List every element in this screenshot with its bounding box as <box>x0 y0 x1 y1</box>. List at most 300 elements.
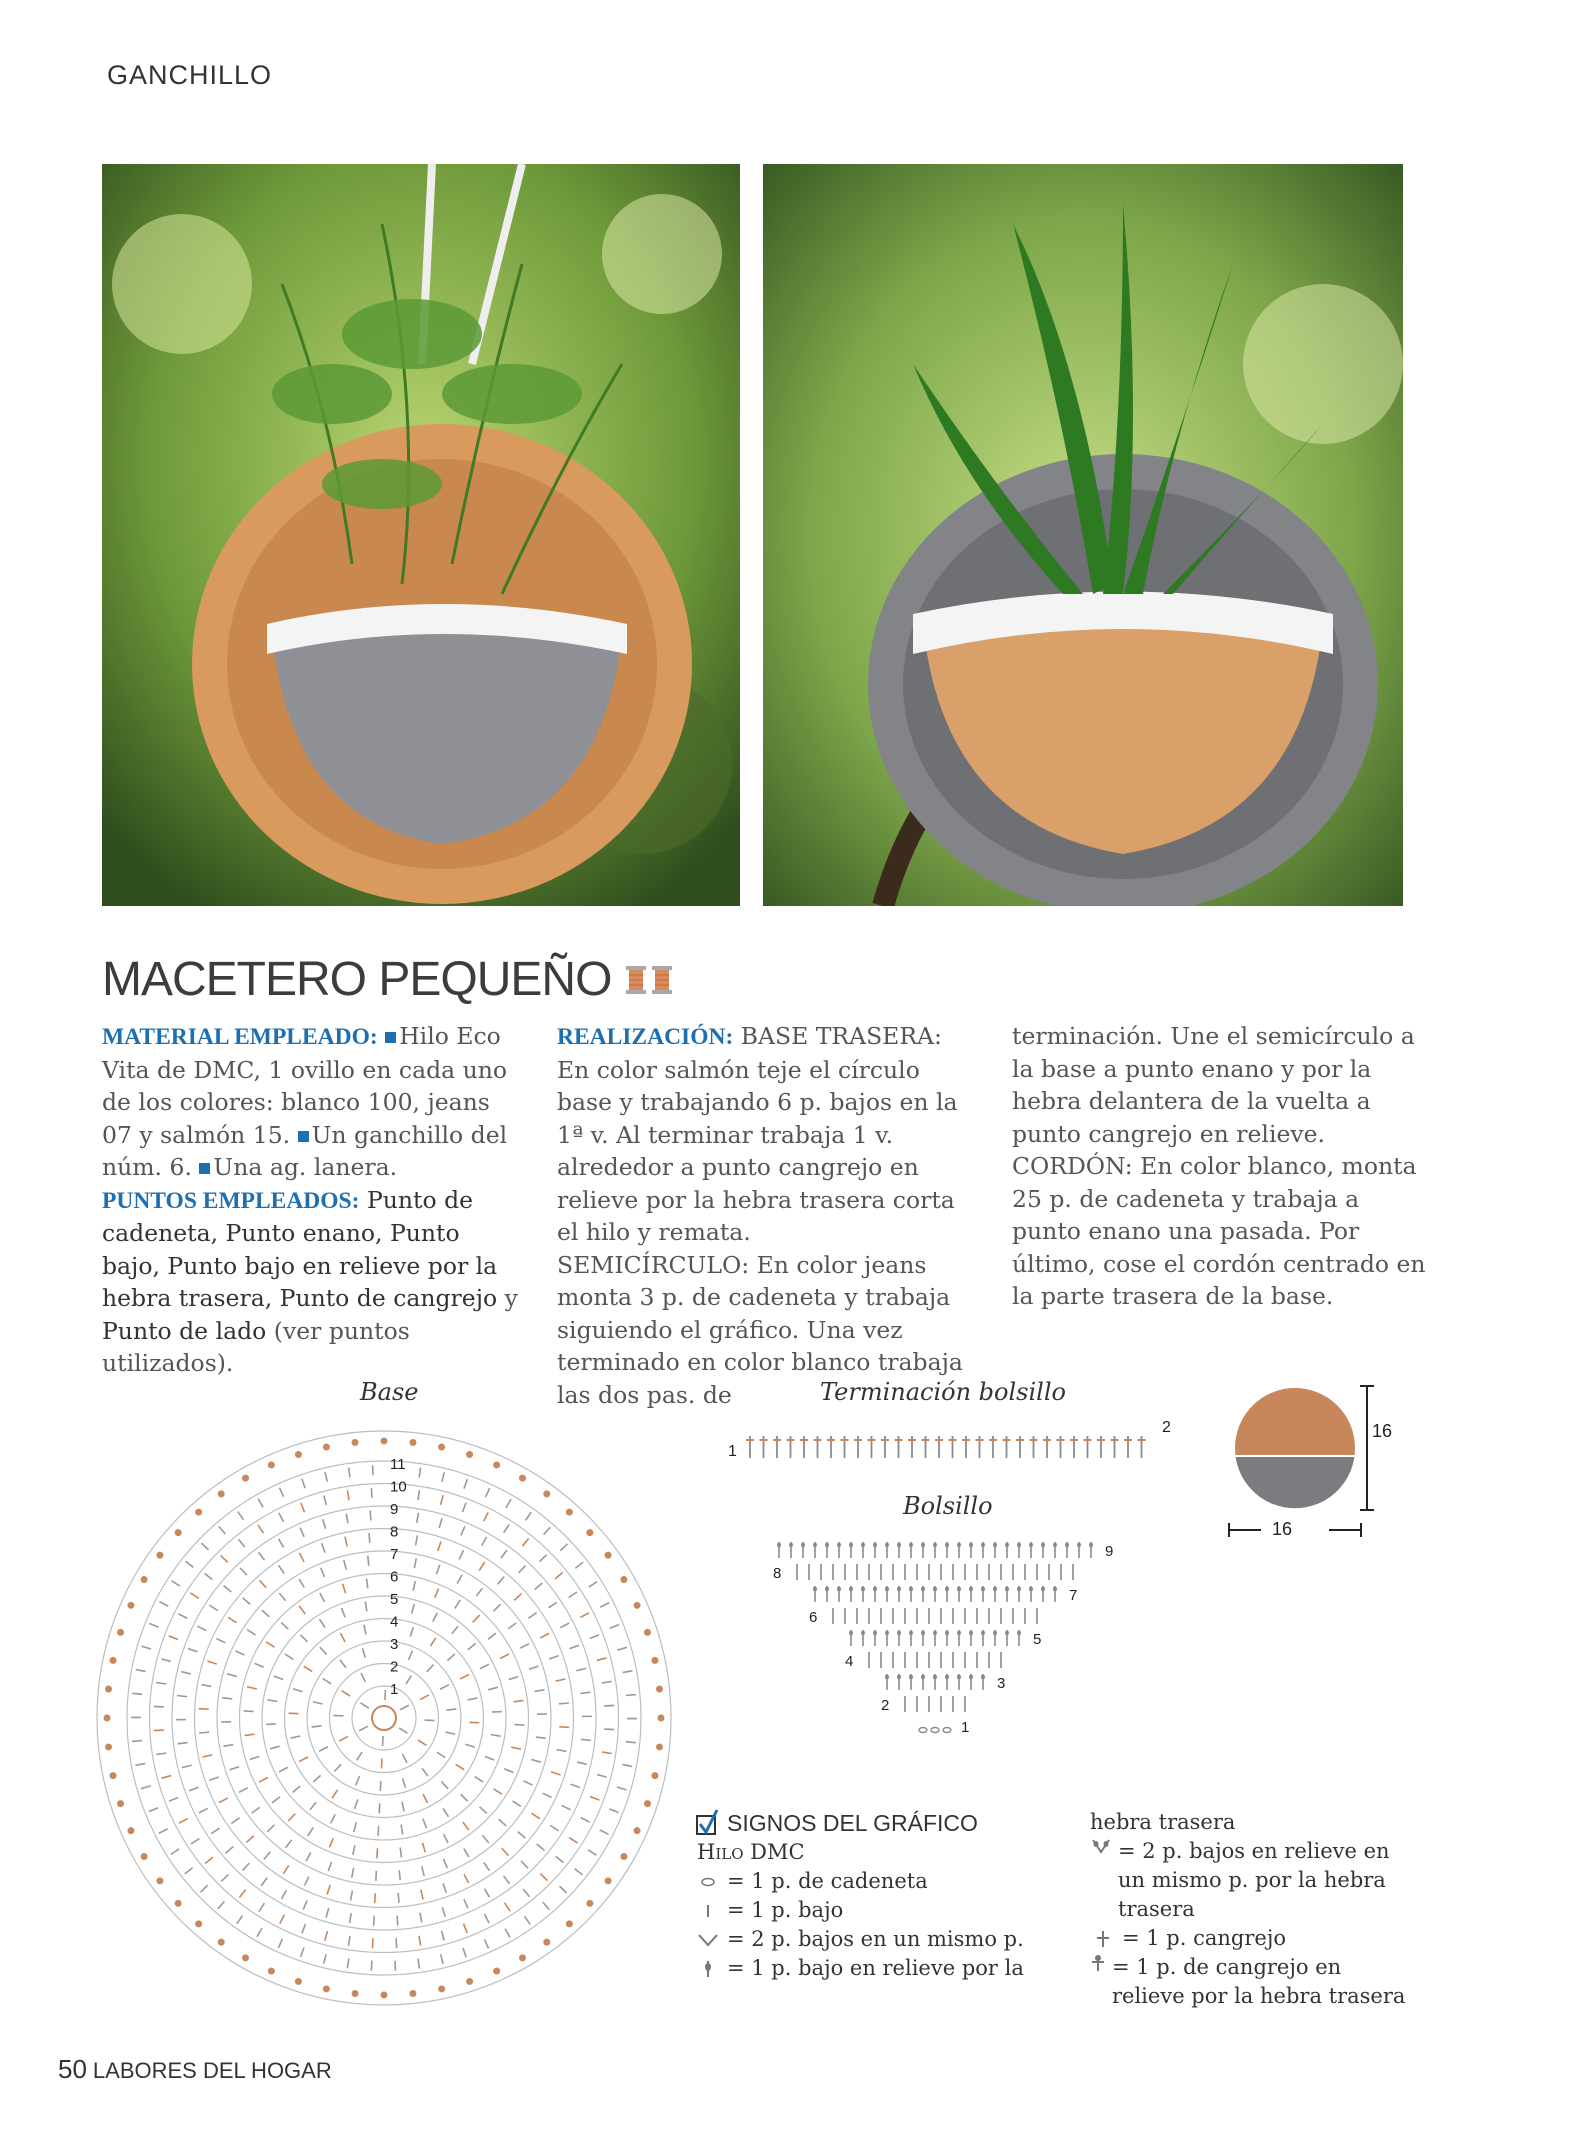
chain-stitch-icon <box>700 1877 716 1887</box>
base-stitch-mark <box>400 1705 409 1710</box>
base-stitch-mark <box>540 1633 549 1638</box>
bols-row-number: 5 <box>1033 1631 1042 1648</box>
base-stitch-mark <box>435 1589 439 1598</box>
base-stitch-mark <box>362 1648 365 1658</box>
base-stitch-mark <box>463 1503 467 1512</box>
bols-relief-dot <box>1029 1587 1033 1592</box>
base-stitch-mark <box>617 1787 627 1790</box>
bols-relief-dot <box>957 1543 961 1548</box>
base-stitch-mark <box>480 1664 489 1669</box>
base-stitch-mark <box>623 1671 633 1673</box>
checkbox-icon <box>695 1808 721 1838</box>
base-stitch-mark <box>521 1861 528 1868</box>
legend-hilo: Hilo DMC <box>697 1840 805 1864</box>
legend-text: = 2 p. bajos en relieve en un mismo p. por la hebra trasera <box>1118 1839 1390 1921</box>
base-stitch-mark <box>535 1690 545 1692</box>
base-stitch-mark <box>293 1689 303 1692</box>
realizacion-text: BASE TRASERA: En color salmón teje el círculo base y trabajando 6 p. bajos en la 1ª v. Al terminar trabaja 1 v. alrededor a punto cangrejo en relieve por la hebra trasera corta el hilo y remata. <box>557 1022 958 1246</box>
base-stitch-mark <box>352 1868 354 1878</box>
base-crab-stitch <box>156 1552 163 1559</box>
bols-relief-dot <box>1017 1543 1021 1548</box>
base-stitch-mark <box>403 1778 406 1788</box>
bols-relief-dot <box>1053 1543 1057 1548</box>
bullet-square <box>385 1032 396 1043</box>
base-stitch-mark <box>347 1490 349 1500</box>
legend-right <box>1090 1808 1420 2011</box>
base-stitch-mark <box>302 1924 306 1933</box>
base-stitch-mark <box>550 1825 558 1830</box>
base-stitch-mark <box>354 1822 357 1832</box>
base-stitch-mark <box>412 1604 415 1614</box>
base-stitch-mark <box>278 1939 282 1948</box>
page-number: 50 <box>58 2054 87 2084</box>
base-stitch-mark <box>283 1865 288 1873</box>
bols-relief-dot <box>873 1543 877 1548</box>
base-stitch-mark <box>141 1786 151 1789</box>
base-stitch-mark <box>562 1805 571 1809</box>
base-stitch-mark <box>221 1874 228 1881</box>
bols-relief-dot <box>1041 1543 1045 1548</box>
base-stitch-mark <box>498 1577 504 1585</box>
base-stitch-mark <box>397 1916 398 1926</box>
base-stitch-mark <box>414 1558 416 1568</box>
bols-relief-dot <box>825 1543 829 1548</box>
base-crab-stitch <box>644 1629 651 1636</box>
base-crab-stitch <box>105 1743 112 1750</box>
base-center-ring <box>372 1706 396 1730</box>
bols-relief-dot <box>813 1543 817 1548</box>
base-crab-stitch <box>466 1451 473 1458</box>
base-stitch-mark <box>350 1913 352 1923</box>
legend-item <box>1090 1953 1420 2011</box>
base-stitch-mark <box>569 1592 577 1597</box>
bols-chain <box>931 1728 939 1733</box>
base-stitch-mark <box>523 1889 529 1897</box>
base-stitch-mark <box>161 1776 171 1779</box>
base-stitch-mark <box>464 1899 468 1908</box>
base-stitch-mark <box>464 1874 469 1883</box>
base-stitch-mark <box>511 1747 521 1749</box>
base-stitch-mark <box>239 1788 248 1793</box>
base-stitch-mark <box>577 1762 587 1764</box>
base-crab-stitch <box>141 1576 148 1583</box>
legend-item <box>1090 1837 1420 1924</box>
base-stitch-mark <box>475 1777 483 1782</box>
base-stitch-mark <box>300 1635 307 1642</box>
base-stitch-mark <box>604 1705 614 1706</box>
base-stitch-mark <box>617 1647 627 1650</box>
base-stitch-mark <box>525 1512 531 1520</box>
base-stitch-mark <box>536 1737 546 1738</box>
base-crab-stitch <box>605 1877 612 1884</box>
base-stitch-mark <box>410 1627 413 1637</box>
base-stitch-mark <box>240 1568 247 1575</box>
base-stitch-mark <box>423 1794 428 1803</box>
base-stitch-mark <box>500 1654 509 1659</box>
base-stitch-mark <box>132 1693 142 1694</box>
bols-relief-dot <box>921 1543 925 1548</box>
base-stitch-mark <box>299 1757 308 1762</box>
base-stitch-mark <box>299 1553 304 1562</box>
base-stitch-mark <box>480 1807 487 1814</box>
base-stitch-mark <box>600 1830 609 1835</box>
base-crab-stitch <box>195 1509 202 1516</box>
base-stitch-mark <box>464 1924 468 1933</box>
base-stitch-mark <box>508 1623 516 1629</box>
base-crab-stitch <box>586 1529 593 1536</box>
base-crab-stitch <box>566 1920 573 1927</box>
bols-relief-dot <box>981 1587 985 1592</box>
bols-relief-dot <box>1005 1543 1009 1548</box>
terminacion-text: terminación. Une el semicírculo a la base a punto enano y por la hebra delantera de la vuelta a punto cangrejo en relieve. <box>1012 1022 1415 1148</box>
legend-item <box>695 1867 1055 1896</box>
base-stitch-mark <box>560 1623 569 1628</box>
base-crab-stitch <box>127 1827 134 1834</box>
base-stitch-mark <box>520 1644 529 1649</box>
base-stitch-mark <box>438 1541 441 1551</box>
legend-text: = 1 p. de cadeneta <box>727 1869 928 1893</box>
base-stitch-mark <box>420 1695 429 1700</box>
stitches-note: (ver puntos utilizados). <box>102 1316 410 1377</box>
base-outer-ring <box>97 1431 671 2005</box>
base-stitch-mark <box>602 1752 612 1754</box>
base-stitch-mark <box>626 1695 636 1696</box>
bols-relief-dot <box>777 1543 781 1548</box>
base-stitch-mark <box>556 1679 566 1681</box>
base-stitch-mark <box>402 1754 407 1763</box>
size-width-label: 16 <box>1272 1519 1293 1539</box>
base-stitch-mark <box>171 1849 179 1854</box>
base-crab-stitch <box>651 1772 658 1779</box>
base-stitch-mark <box>227 1674 237 1677</box>
base-stitch-mark <box>302 1479 305 1488</box>
base-stitch-mark <box>247 1630 255 1635</box>
base-crab-stitch <box>438 1985 445 1992</box>
spool-icon <box>625 965 647 995</box>
base-stitch-mark <box>417 1513 419 1523</box>
stitches-text-2: Punto de lado <box>102 1316 267 1345</box>
base-stitch-mark <box>441 1781 448 1788</box>
bols-relief-dot <box>957 1675 961 1680</box>
bols-relief-dot <box>981 1675 985 1680</box>
bols-chain <box>943 1728 951 1733</box>
base-crab-stitch <box>295 1978 302 1985</box>
base-stitch-mark <box>267 1700 277 1702</box>
base-stitch-mark <box>255 1663 264 1667</box>
base-stitch-mark <box>523 1781 532 1785</box>
legend-left <box>695 1808 1055 1983</box>
cordon-text: CORDÓN: En color blanco, monta 25 p. de cadeneta y trabaja a punto enano una pasada. Por último, cose el cordón centrado en la parte trasera de la base. <box>1012 1152 1426 1310</box>
base-stitch-mark <box>243 1598 251 1604</box>
base-stitch-mark <box>285 1654 293 1659</box>
base-stitch-mark <box>588 1850 596 1855</box>
bols-relief-dot <box>993 1543 997 1548</box>
base-stitch-mark <box>156 1753 166 1755</box>
bols-relief-dot <box>789 1543 793 1548</box>
base-crab-stitch <box>242 1954 249 1961</box>
base-stitch-mark <box>441 1495 444 1505</box>
back-loop-increase-icon <box>1090 1837 1112 1855</box>
bols-relief-dot <box>1017 1587 1021 1592</box>
bols-relief-dot <box>861 1631 865 1636</box>
bols-relief-dot <box>897 1631 901 1636</box>
base-stitch-mark <box>222 1698 232 1699</box>
base-stitch-mark <box>531 1759 541 1762</box>
material-text: Hilo Eco Vita de DMC, 1 ovillo en cada uno de los colores: blanco 100, jeans 07 y salmón 15. <box>102 1022 508 1149</box>
base-stitch-mark <box>319 1747 328 1752</box>
base-stitch-mark <box>441 1954 443 1964</box>
base-stitch-mark <box>369 1533 370 1543</box>
base-stitch-mark <box>445 1732 455 1734</box>
base-stitch-mark <box>590 1635 599 1639</box>
base-stitch-mark <box>443 1883 446 1892</box>
base-crab-stitch <box>117 1800 124 1807</box>
base-stitch-mark <box>190 1593 198 1598</box>
base-crab-stitch <box>127 1602 134 1609</box>
legend-title-row <box>695 1808 1055 1838</box>
base-stitch-mark <box>418 1959 419 1969</box>
base-stitch-mark <box>207 1661 217 1664</box>
bols-relief-dot <box>957 1587 961 1592</box>
base-stitch-mark <box>343 1584 346 1594</box>
legend-title: SIGNOS DEL GRÁFICO <box>727 1809 978 1836</box>
base-stitch-mark <box>221 1555 228 1562</box>
base-stitch-mark <box>281 1622 288 1629</box>
bols-relief-dot <box>813 1587 817 1592</box>
bols-relief-dot <box>933 1675 937 1680</box>
base-stitch-mark <box>353 1845 355 1855</box>
base-crab-stitch <box>141 1853 148 1860</box>
base-stitch-mark <box>348 1936 350 1946</box>
base-stitch-mark <box>437 1752 445 1757</box>
base-stitch-mark <box>524 1916 530 1924</box>
base-stitch-mark <box>258 1552 264 1560</box>
base-stitch-mark <box>216 1639 225 1643</box>
semicirculo-text: SEMICÍRCULO: En color jeans monta 3 p. de cadeneta y trabaja siguiendo el gráfico. Una vez terminado en color blanco trabaja las dos pas. de <box>557 1250 963 1409</box>
base-stitch-mark <box>303 1900 307 1909</box>
base-stitch-mark <box>342 1691 350 1696</box>
base-stitch-mark <box>159 1829 168 1834</box>
base-stitch-mark <box>488 1687 498 1690</box>
base-stitch-mark <box>224 1586 232 1592</box>
base-crab-stitch <box>651 1657 658 1664</box>
base-stitch-mark <box>346 1513 348 1523</box>
base-stitch-mark <box>141 1646 151 1649</box>
base-stitch-mark <box>551 1772 561 1775</box>
base-stitch-mark <box>430 1638 435 1646</box>
bols-relief-dot <box>981 1631 985 1636</box>
base-stitch-mark <box>368 1556 369 1566</box>
base-stitch-mark <box>211 1828 219 1834</box>
base-crab-stitch <box>323 1985 330 1992</box>
bols-relief-dot <box>921 1675 925 1680</box>
base-stitch-mark <box>528 1613 536 1619</box>
base-stitch-mark <box>537 1844 545 1850</box>
base-stitch-mark <box>154 1730 164 1731</box>
base-stitch-mark <box>463 1948 466 1957</box>
base-stitch-mark <box>419 1936 421 1946</box>
base-stitch-mark <box>418 1490 420 1500</box>
base-round-number: 3 <box>390 1636 399 1653</box>
base-crab-stitch <box>381 1992 388 1999</box>
magazine-name: LABORES DEL HOGAR <box>92 2058 332 2083</box>
base-stitch-mark <box>513 1801 521 1806</box>
base-stitch-mark <box>436 1565 439 1574</box>
section-label: GANCHILLO <box>107 60 273 90</box>
base-crab-stitch <box>268 1968 275 1975</box>
base-stitch-mark <box>299 1579 304 1588</box>
base-stitch-mark <box>356 1776 360 1785</box>
base-stitch-mark <box>413 1581 415 1591</box>
base-stitch-mark <box>310 1802 316 1810</box>
base-stitch-mark <box>610 1625 619 1629</box>
base-stitch-mark <box>185 1868 193 1874</box>
bols-relief-dot <box>1017 1631 1021 1636</box>
base-stitch-mark <box>199 1732 209 1733</box>
base-stitch-mark <box>259 1778 268 1783</box>
base-stitch-mark <box>484 1512 489 1521</box>
base-stitch-mark <box>266 1642 274 1647</box>
base-round-number: 4 <box>390 1613 399 1631</box>
base-stitch-mark <box>452 1626 458 1634</box>
base-stitch-mark <box>398 1893 399 1903</box>
bols-relief-dot <box>969 1543 973 1548</box>
base-stitch-mark <box>279 1565 285 1573</box>
term-row-number: 2 <box>1162 1419 1171 1436</box>
base-crab-stitch <box>409 1439 416 1446</box>
base-stitch-mark <box>304 1666 312 1671</box>
column-realizacion <box>557 1020 977 1411</box>
base-crab-stitch <box>268 1461 275 1468</box>
base-stitch-mark <box>325 1472 327 1482</box>
title-text: MACETERO PEQUEÑO <box>102 953 612 1006</box>
bols-relief-dot <box>1053 1587 1057 1592</box>
bols-relief-dot <box>1065 1543 1069 1548</box>
base-crab-stitch <box>323 1444 330 1451</box>
base-stitch-mark <box>506 1499 511 1508</box>
base-stitch-mark <box>237 1916 243 1924</box>
base-stitch-mark <box>540 1874 547 1881</box>
base-stitch-mark <box>360 1703 368 1708</box>
base-stitch-mark <box>504 1769 513 1773</box>
legend-item <box>1090 1924 1420 1953</box>
legend-continuation: hebra trasera <box>1090 1810 1236 1834</box>
base-round-ring <box>285 1619 484 1818</box>
base-stitch-mark <box>557 1750 567 1752</box>
base-stitch-mark <box>209 1605 217 1610</box>
base-stitch-mark <box>188 1648 197 1651</box>
base-stitch-mark <box>440 1685 449 1690</box>
base-stitch-mark <box>420 1913 422 1923</box>
bols-relief-dot <box>981 1543 985 1548</box>
base-stitch-mark <box>320 1647 327 1654</box>
base-round-ring <box>150 1484 619 1953</box>
base-stitch-mark <box>485 1488 489 1497</box>
base-stitch-mark <box>609 1809 618 1813</box>
base-stitch-mark <box>361 1673 366 1682</box>
base-stitch-mark <box>468 1698 478 1700</box>
bols-relief-dot <box>969 1587 973 1592</box>
base-stitch-mark <box>258 1525 263 1533</box>
base-stitch-mark <box>447 1709 457 1710</box>
base-stitch-mark <box>556 1856 564 1862</box>
base-crab-stitch <box>644 1800 651 1807</box>
base-stitch-mark <box>396 1938 397 1948</box>
base-stitch-mark <box>279 1513 284 1522</box>
bols-relief-dot <box>945 1631 949 1636</box>
base-stitch-mark <box>279 1767 288 1772</box>
page-title <box>102 952 673 1007</box>
bols-relief-dot <box>861 1543 865 1548</box>
base-stitch-mark <box>443 1808 448 1816</box>
base-stitch-mark <box>505 1903 510 1911</box>
material-heading: MATERIAL EMPLEADO: <box>102 1024 378 1050</box>
bols-relief-dot <box>993 1631 997 1636</box>
base-chart <box>84 1418 684 2018</box>
base-stitch-mark <box>291 1736 301 1738</box>
base-stitch-mark <box>270 1746 280 1749</box>
base-stitch-mark <box>492 1712 502 1713</box>
bols-relief-dot <box>1041 1587 1045 1592</box>
bols-row-number: 7 <box>1069 1587 1078 1604</box>
bols-relief-dot <box>933 1631 937 1636</box>
base-stitch-mark <box>288 1814 295 1821</box>
base-crab-stitch <box>218 1939 225 1946</box>
base-stitch-mark <box>364 1625 366 1635</box>
base-stitch-mark <box>245 1734 255 1735</box>
base-crab-stitch <box>634 1827 641 1834</box>
base-stitch-mark <box>341 1608 345 1617</box>
bols-relief-dot <box>837 1587 841 1592</box>
terminacion-chart <box>720 1412 1180 1472</box>
base-stitch-mark <box>457 1575 462 1584</box>
bols-relief-dot <box>801 1543 805 1548</box>
base-stitch-mark <box>600 1603 609 1608</box>
base-stitch-mark <box>484 1862 490 1870</box>
stitches-heading: PUNTOS EMPLEADOS: <box>102 1187 360 1214</box>
base-crab-stitch <box>104 1715 111 1722</box>
base-crab-stitch <box>605 1552 612 1559</box>
base-stitch-mark <box>456 1764 464 1769</box>
base-stitch-mark <box>408 1651 412 1660</box>
base-stitch-mark <box>239 1890 245 1898</box>
base-stitch-mark <box>243 1863 250 1870</box>
base-stitch-mark <box>259 1903 264 1911</box>
base-crab-stitch <box>242 1475 249 1482</box>
base-stitch-mark <box>209 1777 218 1780</box>
difficulty-spools <box>625 965 673 995</box>
base-stitch-mark <box>132 1741 142 1742</box>
base-stitch-mark <box>455 1600 460 1608</box>
base-stitch-mark <box>177 1696 187 1697</box>
base-round-ring <box>217 1551 551 1885</box>
base-stitch-mark <box>186 1561 194 1567</box>
base-stitch-mark <box>201 1543 208 1550</box>
base-crab-stitch <box>543 1939 550 1946</box>
base-stitch-mark <box>590 1797 599 1801</box>
base-stitch-mark <box>320 1593 325 1602</box>
base-stitch-mark <box>340 1633 345 1642</box>
base-round-ring <box>195 1529 574 1908</box>
base-stitch-mark <box>219 1526 226 1534</box>
base-stitch-mark <box>189 1787 198 1790</box>
base-crab-stitch <box>566 1509 573 1516</box>
base-stitch-mark <box>229 1767 238 1770</box>
base-stitch-mark <box>178 1614 187 1619</box>
bols-relief-dot <box>909 1631 913 1636</box>
base-stitch-mark <box>197 1626 206 1630</box>
base-stitch-mark <box>228 1617 236 1622</box>
